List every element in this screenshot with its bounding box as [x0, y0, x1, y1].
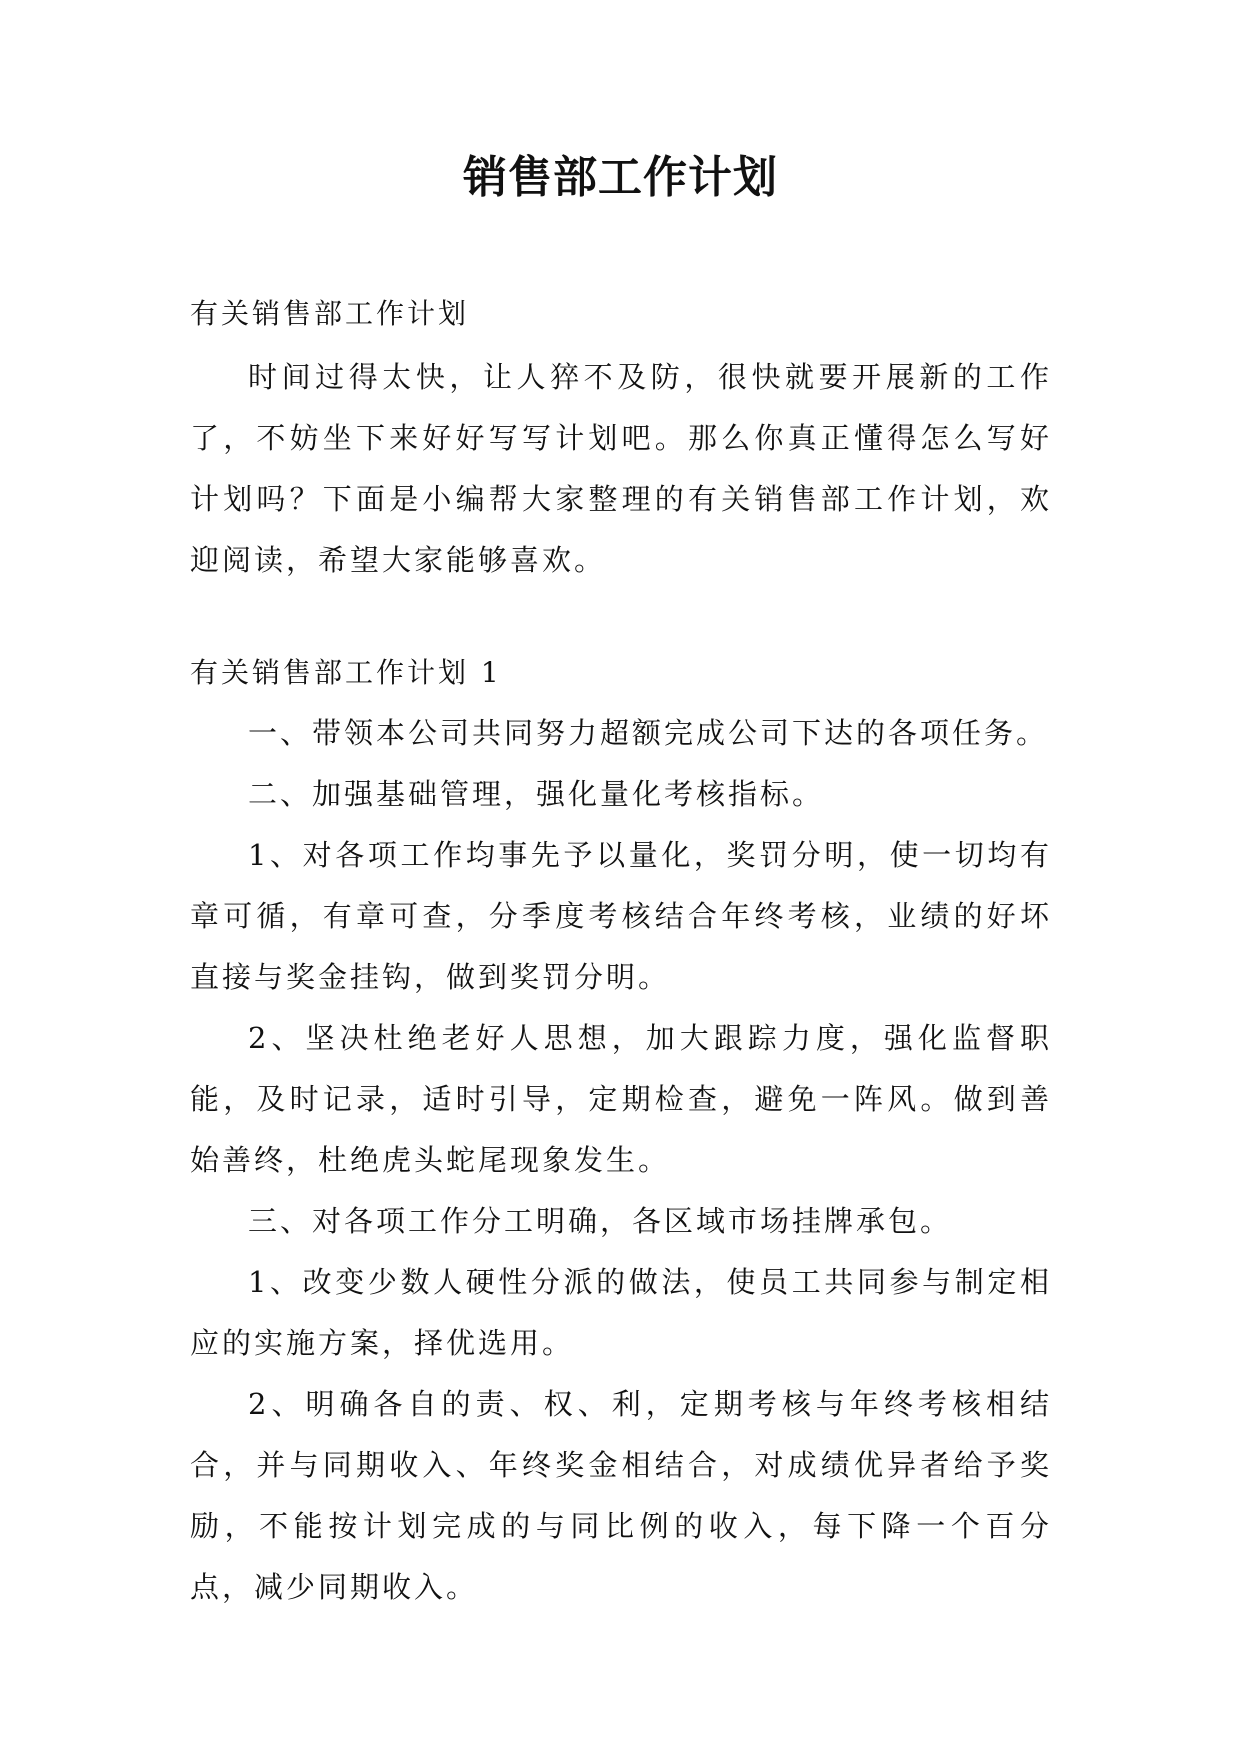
section-heading: 有关销售部工作计划 1	[190, 656, 502, 689]
section-paragraph-7: 2、明确各自的责、权、利，定期考核与年终考核相结合，并与同期收入、年终奖金相结合，对成绩优异者给予奖励，不能按计划完成的与同比例的收入，每下降一个百分点，减少同期收入。	[190, 1387, 1052, 1604]
section-paragraph-3: 1、对各项工作均事先予以量化，奖罚分明，使一切均有章可循，有章可查，分季度考核结合年终考核，业绩的好坏直接与奖金挂钩，做到奖罚分明。	[190, 838, 1052, 994]
section-paragraph-5: 三、对各项工作分工明确，各区域市场挂牌承包。	[248, 1204, 953, 1238]
document-body	[190, 294, 1052, 1618]
intro-heading: 有关销售部工作计划	[190, 297, 470, 330]
spacer	[190, 591, 1052, 653]
document-title: 销售部工作计划	[463, 152, 778, 203]
section-paragraph-2: 二、加强基础管理，强化量化考核指标。	[248, 777, 825, 811]
intro-paragraph: 时间过得太快，让人猝不及防，很快就要开展新的工作了，不妨坐下来好好写写计划吧。那么你真正懂得怎么写好计划吗？下面是小编帮大家整理的有关销售部工作计划，欢迎阅读，希望大家能够喜欢。	[190, 360, 1052, 577]
section-paragraph-1: 一、带领本公司共同努力超额完成公司下达的各项任务。	[248, 716, 1049, 750]
spacer	[190, 334, 1052, 347]
section-paragraph-4: 2、坚决杜绝老好人思想，加大跟踪力度，强化监督职能，及时记录，适时引导，定期检查，避免一阵风。做到善始善终，杜绝虎头蛇尾现象发生。	[190, 1021, 1052, 1177]
spacer	[190, 693, 1052, 703]
section-paragraph-6: 1、改变少数人硬性分派的做法，使员工共同参与制定相应的实施方案，择优选用。	[190, 1265, 1052, 1360]
